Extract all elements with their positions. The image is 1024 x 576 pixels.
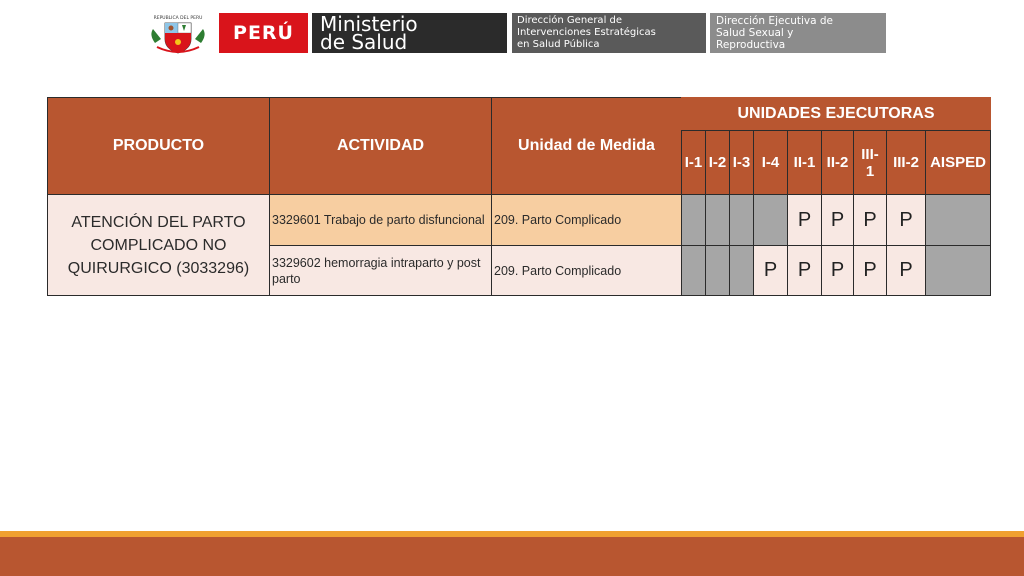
header-unidad-medida: Unidad de Medida [491,97,682,195]
mark-cell [705,194,730,246]
mark-cell [925,194,991,246]
header-banner [0,13,1024,55]
actividad-cell: 3329602 hemorragia intraparto y post parto [269,245,492,296]
header-actividad: ACTIVIDAD [269,97,492,195]
level-header: II-1 [787,130,822,195]
de-line-1: Dirección Ejecutiva de [716,15,834,27]
level-header: I-1 [681,130,706,195]
mark-cell [705,245,730,296]
unidad-cell: 209. Parto Complicado [491,194,682,246]
mark-cell: P [787,245,822,296]
peru-logo: PERÚ [219,13,308,53]
mark-cell [681,194,706,246]
header-unidades-ejecutoras: UNIDADES EJECUTORAS [681,97,991,131]
svg-text:REPUBLICA DEL PERU: REPUBLICA DEL PERU [153,16,203,21]
dg-line-1: Dirección General de [517,15,623,26]
de-line-3: Reproductiva [716,39,786,51]
dg-line-2: Intervenciones Estratégicas [517,27,656,38]
direccion-ejecutiva-label [710,13,886,53]
level-header: II-2 [821,130,854,195]
mark-cell: P [787,194,822,246]
mark-cell: P [821,194,854,246]
level-header: III-2 [886,130,926,195]
ministry-line-1: Ministerio [320,12,418,36]
mark-cell [681,245,706,296]
mark-cell [925,245,991,296]
mark-cell: P [853,245,887,296]
level-header: I-2 [705,130,730,195]
actividad-cell: 3329601 Trabajo de parto disfuncional [269,194,492,246]
mark-cell: P [853,194,887,246]
peru-coat-of-arms-icon [147,13,209,55]
mark-cell: P [886,194,926,246]
mark-cell [729,245,754,296]
producto-cell: ATENCIÓN DEL PARTO COMPLICADO NO QUIRURGICO (3033296) [47,194,270,296]
unidad-cell: 209. Parto Complicado [491,245,682,296]
level-header: AISPED [925,130,991,195]
mark-cell: P [753,245,788,296]
mark-cell [729,194,754,246]
header-producto: PRODUCTO [47,97,270,195]
level-header: I-4 [753,130,788,195]
level-header: I-3 [729,130,754,195]
level-header: III-1 [853,130,887,195]
mark-cell [753,194,788,246]
footer-bar [0,537,1024,576]
direccion-general-label [512,13,706,53]
mark-cell: P [821,245,854,296]
ministry-logo [312,13,507,53]
ministry-line-2: de Salud [320,30,408,54]
de-line-2: Salud Sexual y [716,27,794,39]
dg-line-3: en Salud Pública [517,39,600,50]
mark-cell: P [886,245,926,296]
